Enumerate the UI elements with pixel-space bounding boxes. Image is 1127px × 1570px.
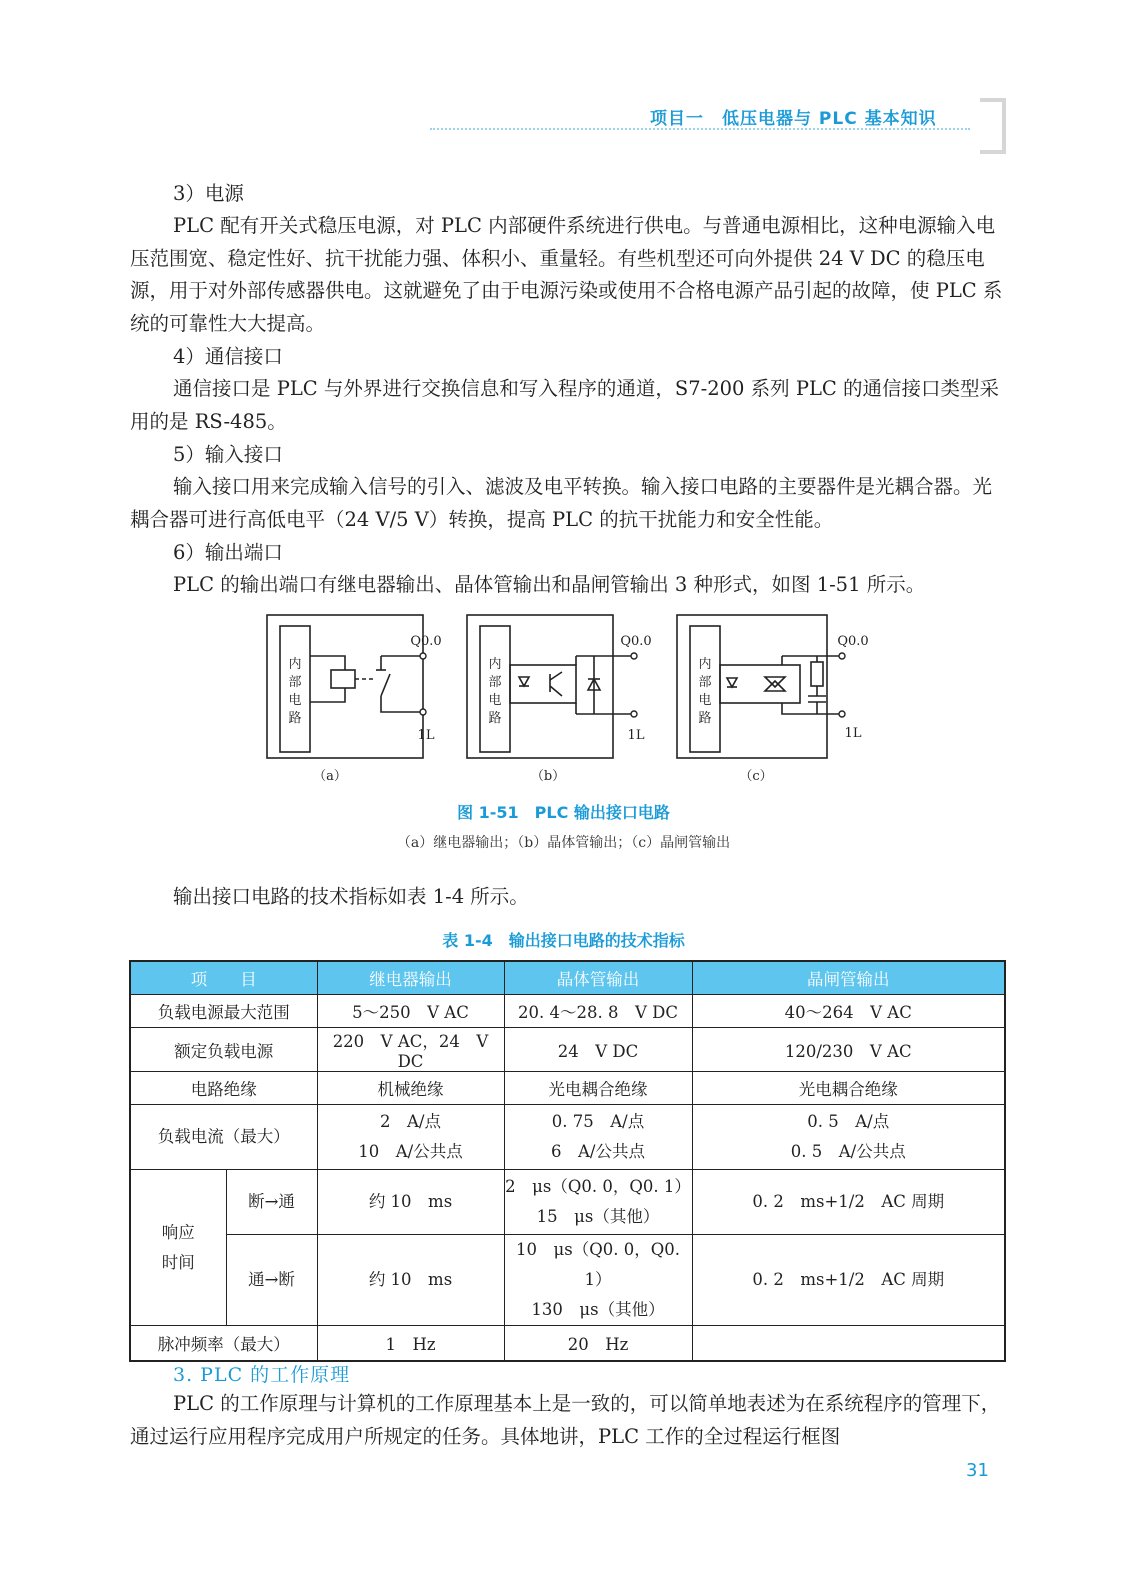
table-cell: 20. 4～28. 8 V DC [504, 995, 692, 1028]
table-cell: 时间 [161, 1252, 195, 1272]
header-item: 项 目 [130, 961, 317, 995]
inner-label-c4: 路 [698, 711, 712, 726]
table-row [130, 1170, 1005, 1235]
table-cell: 脉冲频率（最大） [130, 1326, 317, 1362]
table-cell: 机械绝缘 [317, 1072, 504, 1105]
table-cell: 40～264 V AC [692, 995, 1005, 1028]
table-cell: 额定负载电源 [130, 1028, 317, 1072]
table-cell: 1 Hz [317, 1326, 504, 1362]
table-cell: 约 10 ms [317, 1235, 504, 1326]
table-intro: 输出接口电路的技术指标如表 1-4 所示。 [173, 885, 529, 908]
table-row [130, 1072, 1005, 1105]
table-cell: 约 10 ms [317, 1170, 504, 1235]
table-cell: 10 μs（Q0. 0，Q0. 1） [516, 1240, 680, 1289]
corner-decoration [980, 98, 1006, 154]
page-number: 31 [966, 1460, 989, 1481]
table-cell: 120/230 V AC [692, 1028, 1005, 1072]
table-cell: 220 V AC，24 V DC [317, 1028, 504, 1072]
section-heading-principle: 3. PLC 的工作原理 [173, 1364, 351, 1386]
heading-power: 3）电源 [173, 182, 244, 205]
table-cell: 通→断 [226, 1235, 317, 1326]
table-cell [692, 1105, 1005, 1170]
table-row [130, 1326, 1005, 1362]
terminal-q00-a: Q0.0 [410, 634, 442, 649]
table-cell: 0. 2 ms+1/2 AC 周期 [692, 1235, 1005, 1326]
figure-label-a: （a） [313, 769, 347, 784]
table-cell: 0. 5 A/点 [807, 1112, 890, 1131]
table-cell: 响应 [161, 1222, 195, 1242]
table-cell: 24 V DC [504, 1028, 692, 1072]
inner-label-c2: 部 [698, 675, 712, 690]
spec-table [129, 960, 1006, 1362]
table-cell [130, 1170, 226, 1326]
terminal-q00-b: Q0.0 [620, 634, 652, 649]
heading-input: 5）输入接口 [173, 443, 283, 466]
table-caption: 表 1-4 输出接口电路的技术指标 [442, 931, 685, 950]
table-cell: 光电耦合绝缘 [504, 1072, 692, 1105]
inner-label-b4: 路 [488, 711, 502, 726]
table-cell: 断→通 [226, 1170, 317, 1235]
figure-label-c: （c） [739, 769, 773, 784]
table-cell: 光电耦合绝缘 [692, 1072, 1005, 1105]
terminal-1l-b: 1L [627, 728, 645, 743]
table-cell: 20 Hz [504, 1326, 692, 1362]
table-row [130, 1028, 1005, 1072]
inner-label-c1: 内 [698, 657, 712, 672]
inner-label-c3: 电 [698, 693, 712, 708]
table-cell: 2 μs（Q0. 0，Q0. 1） [505, 1177, 691, 1196]
terminal-q00-c: Q0.0 [837, 634, 869, 649]
table-cell: 5～250 V AC [317, 995, 504, 1028]
table-cell [317, 1105, 504, 1170]
paragraph-principle: PLC 的工作原理与计算机的工作原理基本上是一致的，可以简单地表述为在系统程序的管理下，通过运行应用程序完成用户所规定的任务。具体地讲，PLC 工作的全过程运行框图 [130, 1392, 1001, 1448]
header-relay: 继电器输出 [317, 961, 504, 995]
table-cell: 10 A/公共点 [358, 1142, 463, 1161]
table-row [130, 995, 1005, 1028]
header-divider [430, 128, 970, 130]
table-cell [692, 1326, 1005, 1362]
table-cell [504, 1105, 692, 1170]
paragraph-power: PLC 配有开关式稳压电源，对 PLC 内部硬件系统进行供电。与普通电源相比，这种电源输入电压范围宽、稳定性好、抗干扰能力强、体积小、重量轻。有些机型还可向外提供 24 V DC 的稳压电源，用于对外部传感器供电。这就避免了由于电源污染或使用不合格电源产品引起的故障，使 PLC 系统的可靠性大大提高。 [130, 214, 1003, 335]
inner-label-a2: 部 [288, 675, 302, 690]
paragraph-input: 输入接口用来完成输入信号的引入、滤波及电平转换。输入接口电路的主要器件是光耦合器。光耦合器可进行高低电平（24 V/5 V）转换，提高 PLC 的抗干扰能力和安全性能。 [130, 475, 993, 531]
header-transistor: 晶体管输出 [504, 961, 692, 995]
paragraph-output: PLC 的输出端口有继电器输出、晶体管输出和晶闸管输出 3 种形式，如图 1-51 所示。 [173, 573, 926, 596]
table-cell: 0. 2 ms+1/2 AC 周期 [692, 1170, 1005, 1235]
table-cell: 130 μs（其他） [531, 1300, 665, 1319]
heading-output: 6）输出端口 [173, 541, 283, 564]
table-row [130, 1235, 1005, 1326]
running-header: 项目一 低压电器与 PLC 基本知识 [650, 109, 937, 129]
table-header-row [130, 961, 1005, 995]
paragraph-comm: 通信接口是 PLC 与外界进行交换信息和写入程序的通道，S7-200 系列 PLC 的通信接口类型采用的是 RS-485。 [130, 377, 1000, 433]
header-triac: 晶闸管输出 [692, 961, 1005, 995]
inner-label-a1: 内 [288, 657, 302, 672]
inner-label-b1: 内 [488, 657, 502, 672]
table-cell: 15 μs（其他） [536, 1207, 660, 1226]
terminal-1l-c: 1L [844, 726, 862, 741]
figure-caption: 图 1-51 PLC 输出接口电路 [457, 803, 670, 822]
inner-label-a4: 路 [288, 711, 302, 726]
table-cell [504, 1235, 692, 1326]
inner-label-b3: 电 [488, 693, 502, 708]
inner-label-b2: 部 [488, 675, 502, 690]
table-cell: 电路绝缘 [130, 1072, 317, 1105]
table-cell: 负载电流（最大） [130, 1105, 317, 1170]
figure-label-b: （b） [530, 769, 566, 784]
heading-comm: 4）通信接口 [173, 345, 283, 368]
table-cell [504, 1170, 692, 1235]
table-cell: 0. 5 A/公共点 [790, 1142, 906, 1161]
figure-subcaption: （a）继电器输出；（b）晶体管输出；（c）晶闸管输出 [396, 835, 731, 851]
output-circuit-figure [262, 610, 869, 790]
table-row [130, 1105, 1005, 1170]
table-cell: 0. 75 A/点 [551, 1112, 645, 1131]
table-cell: 负载电源最大范围 [130, 995, 317, 1028]
terminal-1l-a: 1L [417, 728, 435, 743]
inner-label-a3: 电 [288, 693, 302, 708]
table-cell: 2 A/点 [380, 1112, 441, 1131]
table-cell: 6 A/公共点 [551, 1142, 645, 1161]
